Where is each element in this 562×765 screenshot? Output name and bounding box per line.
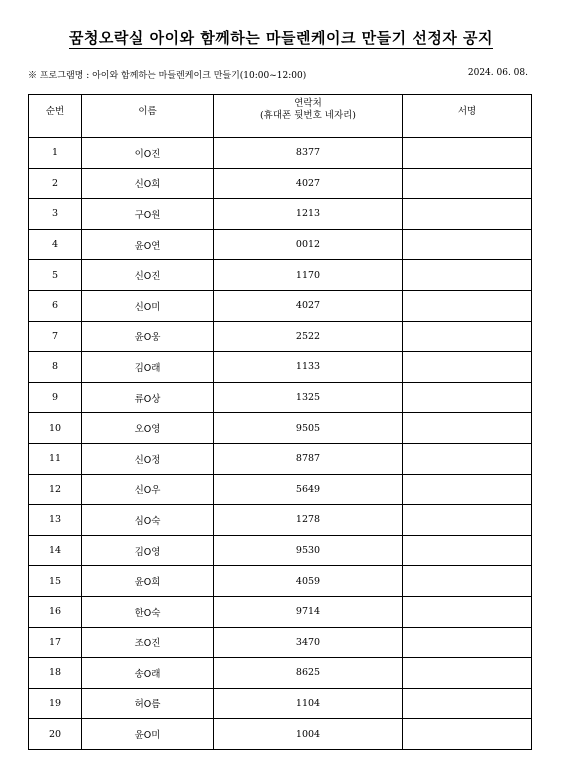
row-sign (403, 260, 532, 291)
info-line (28, 68, 528, 81)
row-sign (403, 352, 532, 383)
row-contact: 1170 (214, 260, 403, 291)
row-contact: 9505 (214, 413, 403, 444)
row-contact: 0012 (214, 229, 403, 260)
row-sign (403, 229, 532, 260)
table-row (29, 688, 532, 719)
row-contact: 2522 (214, 321, 403, 352)
row-name: 신O희 (82, 168, 214, 199)
row-name: 오O영 (82, 413, 214, 444)
table-row (29, 260, 532, 291)
table-row (29, 596, 532, 627)
table-header-row (29, 95, 532, 138)
row-sign (403, 474, 532, 505)
row-no: 17 (29, 627, 82, 658)
row-sign (403, 290, 532, 321)
table-row (29, 199, 532, 230)
row-contact: 4027 (214, 290, 403, 321)
row-contact: 1004 (214, 719, 403, 750)
row-sign (403, 168, 532, 199)
row-contact: 8625 (214, 658, 403, 689)
table-row (29, 627, 532, 658)
row-name: 송O래 (82, 658, 214, 689)
page-title-text: 꿈청오락실 아이와 함께하는 마들렌케이크 만들기 선정자 공지 (68, 29, 494, 47)
row-contact: 1133 (214, 352, 403, 383)
row-contact: 5649 (214, 474, 403, 505)
row-no: 18 (29, 658, 82, 689)
row-name: 조O진 (82, 627, 214, 658)
program-name: ※ 프로그램명 : 아이와 함께하는 마들렌케이크 만들기(10:00~12:00) (28, 71, 307, 81)
selection-table (28, 94, 532, 750)
row-contact: 8377 (214, 138, 403, 169)
row-no: 3 (29, 199, 82, 230)
row-no: 11 (29, 443, 82, 474)
table-row (29, 138, 532, 169)
row-contact: 9530 (214, 535, 403, 566)
row-contact: 8787 (214, 443, 403, 474)
table-row (29, 352, 532, 383)
row-sign (403, 658, 532, 689)
row-name: 윤O연 (82, 229, 214, 260)
row-no: 14 (29, 535, 82, 566)
row-contact: 1104 (214, 688, 403, 719)
row-no: 4 (29, 229, 82, 260)
row-sign (403, 566, 532, 597)
row-no: 13 (29, 505, 82, 536)
header-name: 이름 (82, 95, 214, 138)
row-sign (403, 413, 532, 444)
header-sign: 서명 (403, 95, 532, 138)
table-row (29, 382, 532, 413)
row-sign (403, 627, 532, 658)
row-no: 16 (29, 596, 82, 627)
table-row (29, 719, 532, 750)
row-contact: 1278 (214, 505, 403, 536)
row-no: 6 (29, 290, 82, 321)
row-sign (403, 535, 532, 566)
row-no: 19 (29, 688, 82, 719)
row-name: 심O숙 (82, 505, 214, 536)
row-sign (403, 138, 532, 169)
row-sign (403, 505, 532, 536)
row-name: 한O숙 (82, 596, 214, 627)
row-sign (403, 382, 532, 413)
table-row (29, 321, 532, 352)
table-row (29, 535, 532, 566)
table-row (29, 413, 532, 444)
row-no: 2 (29, 168, 82, 199)
row-name: 김O래 (82, 352, 214, 383)
row-no: 10 (29, 413, 82, 444)
row-name: 윤O희 (82, 566, 214, 597)
notice-date: 2024. 06. 08. (467, 68, 528, 78)
row-contact: 1325 (214, 382, 403, 413)
header-contact (214, 95, 403, 138)
row-contact: 4027 (214, 168, 403, 199)
row-sign (403, 199, 532, 230)
row-name: 류O상 (82, 382, 214, 413)
row-contact: 9714 (214, 596, 403, 627)
row-name: 허O름 (82, 688, 214, 719)
table-row (29, 658, 532, 689)
row-contact: 4059 (214, 566, 403, 597)
table-body (29, 138, 532, 750)
row-no: 12 (29, 474, 82, 505)
row-name: 신O우 (82, 474, 214, 505)
row-no: 1 (29, 138, 82, 169)
row-no: 20 (29, 719, 82, 750)
row-name: 구O원 (82, 199, 214, 230)
row-sign (403, 688, 532, 719)
row-name: 윤O미 (82, 719, 214, 750)
row-name: 김O영 (82, 535, 214, 566)
row-sign (403, 321, 532, 352)
table-row (29, 443, 532, 474)
table-row (29, 290, 532, 321)
row-no: 9 (29, 382, 82, 413)
row-no: 15 (29, 566, 82, 597)
row-name: 신O정 (82, 443, 214, 474)
header-contact-line1: 연락처 (294, 98, 322, 109)
row-no: 8 (29, 352, 82, 383)
row-contact: 3470 (214, 627, 403, 658)
row-contact: 1213 (214, 199, 403, 230)
table-row (29, 474, 532, 505)
row-name: 이O진 (82, 138, 214, 169)
row-sign (403, 443, 532, 474)
row-name: 윤O웅 (82, 321, 214, 352)
row-sign (403, 596, 532, 627)
row-no: 7 (29, 321, 82, 352)
table-row (29, 505, 532, 536)
row-name: 신O미 (82, 290, 214, 321)
row-sign (403, 719, 532, 750)
table-row (29, 229, 532, 260)
header-no: 순번 (29, 95, 82, 138)
page-title (0, 27, 562, 48)
table-row (29, 168, 532, 199)
table-row (29, 566, 532, 597)
row-name: 신O진 (82, 260, 214, 291)
header-contact-line2: (휴대폰 뒷번호 네자리) (259, 110, 357, 121)
row-no: 5 (29, 260, 82, 291)
